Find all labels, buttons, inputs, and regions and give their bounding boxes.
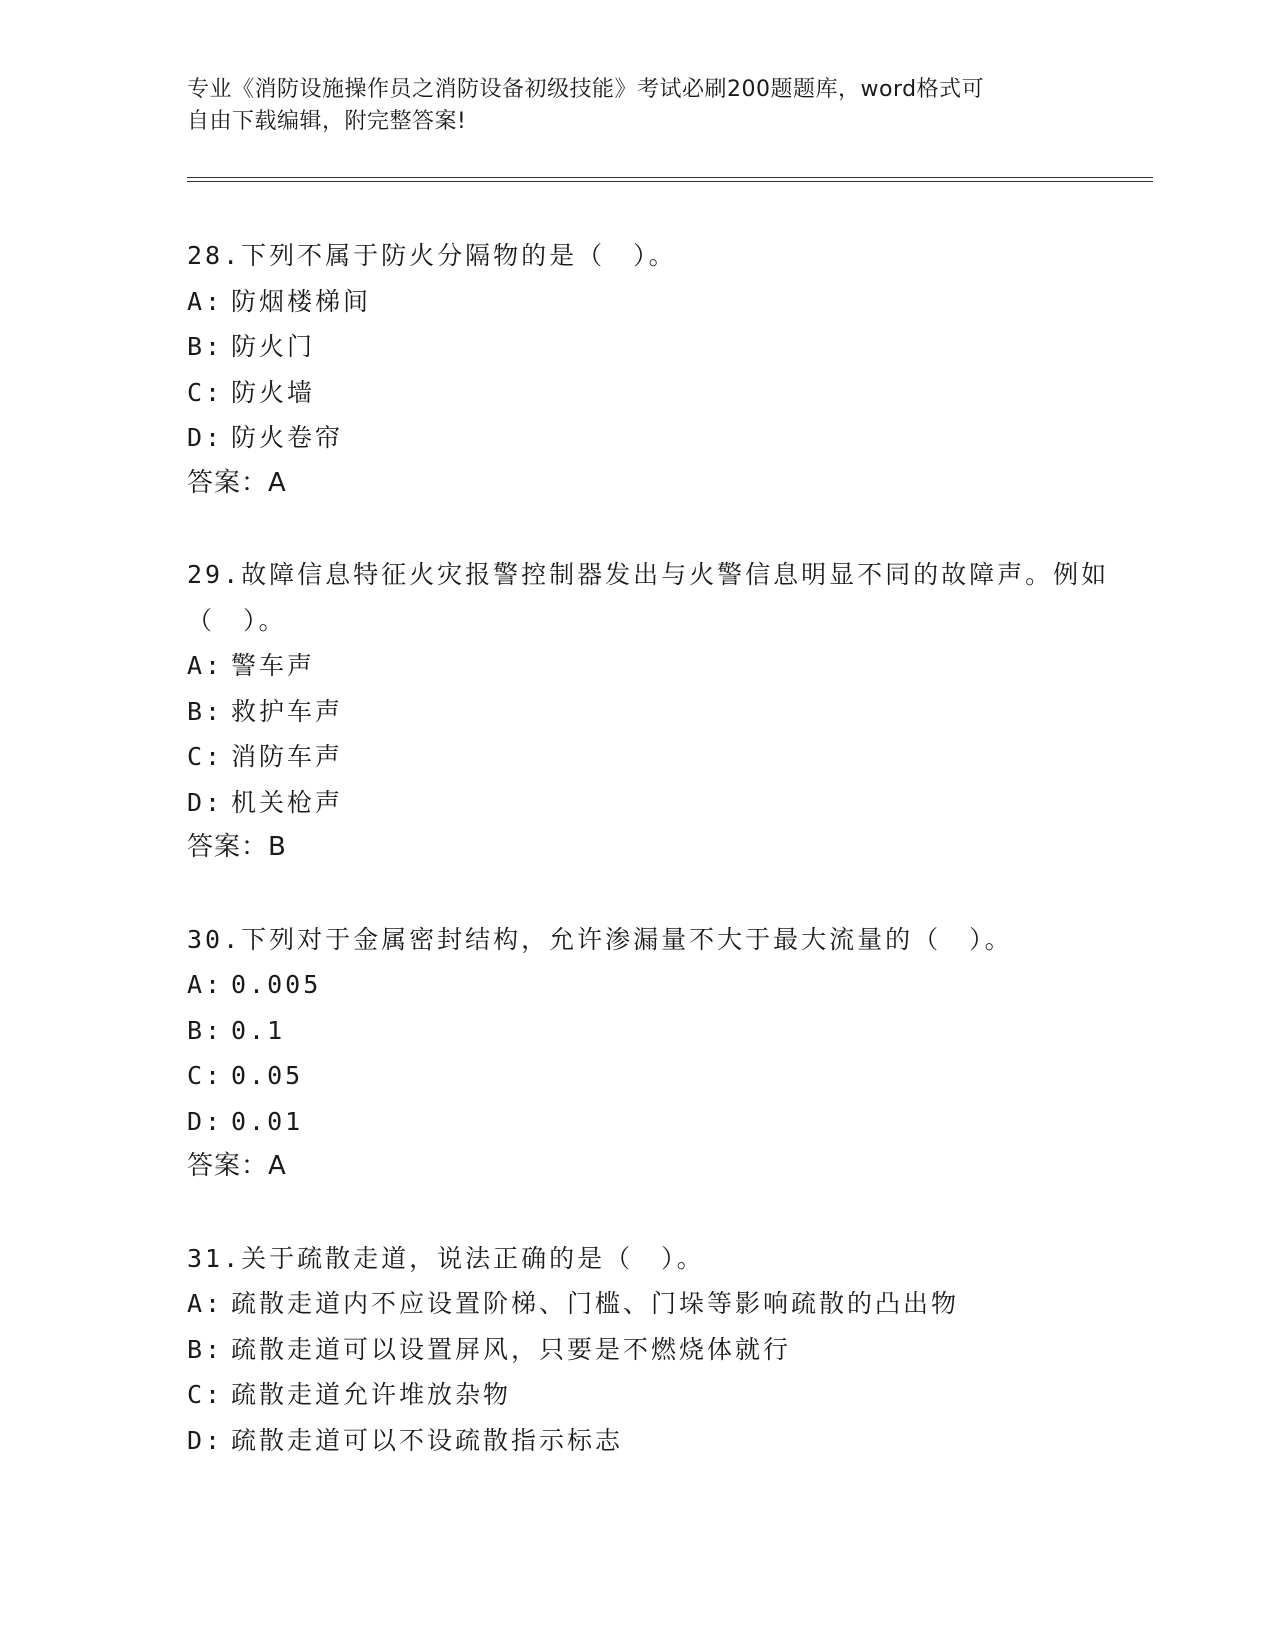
option-letter: C: xyxy=(187,1061,224,1090)
option-text: 防火卷帘 xyxy=(231,423,344,452)
option-letter: D: xyxy=(187,1425,224,1455)
question-stem: 下列不属于防火分隔物的是（ ）。 xyxy=(241,241,677,270)
question-stem: 下列对于金属密封结构，允许渗漏量不大于最大流量的（ ）。 xyxy=(241,924,1013,954)
option-letter: D: xyxy=(187,1106,224,1136)
option-letter: A: xyxy=(187,651,224,680)
option-letter: B: xyxy=(187,332,224,361)
option-d xyxy=(187,1099,1157,1145)
option-b xyxy=(187,689,1157,735)
option-text: 疏散走道可以不设疏散指示标志 xyxy=(231,1425,624,1455)
question-29 xyxy=(187,552,1157,871)
option-a xyxy=(187,962,1157,1008)
question-text xyxy=(187,233,1157,279)
header-line-2: 自由下载编辑，附完整答案! xyxy=(187,109,467,134)
header-divider-bottom xyxy=(187,181,1153,182)
option-text: 疏散走道内不应设置阶梯、门槛、门垛等影响疏散的凸出物 xyxy=(231,1289,960,1318)
question-28 xyxy=(187,233,1157,506)
option-b xyxy=(187,324,1157,370)
option-letter: D: xyxy=(187,423,224,452)
document-header xyxy=(187,74,1087,138)
option-text: 0.05 xyxy=(231,1061,304,1090)
option-letter: A: xyxy=(187,286,224,316)
option-a xyxy=(187,1281,1157,1327)
option-letter: B: xyxy=(187,1015,224,1045)
option-letter: A: xyxy=(187,970,224,999)
question-text xyxy=(187,1236,1157,1282)
question-stem: 关于疏散走道，说法正确的是（ ）。 xyxy=(241,1243,705,1273)
option-text: 救护车声 xyxy=(231,696,344,726)
answer-line: 答案：B xyxy=(187,832,287,862)
option-letter: A: xyxy=(187,1289,224,1318)
option-b xyxy=(187,1008,1157,1054)
option-letter: C: xyxy=(187,742,224,771)
question-list xyxy=(187,233,1157,1509)
option-c xyxy=(187,370,1157,416)
question-31 xyxy=(187,1236,1157,1464)
option-text: 消防车声 xyxy=(231,742,344,771)
option-letter: D: xyxy=(187,787,224,817)
answer-line: 答案：A xyxy=(187,467,287,498)
option-text: 0.005 xyxy=(231,970,322,999)
option-text: 防火墙 xyxy=(231,377,316,407)
question-number: 29. xyxy=(187,560,242,589)
option-d xyxy=(187,415,1157,461)
option-text: 防烟楼梯间 xyxy=(231,286,372,316)
option-text: 疏散走道允许堆放杂物 xyxy=(231,1380,512,1409)
question-30 xyxy=(187,917,1157,1190)
option-letter: B: xyxy=(187,696,224,726)
option-c xyxy=(187,734,1157,780)
option-letter: B: xyxy=(187,1334,224,1364)
option-d xyxy=(187,780,1157,826)
question-number: 28. xyxy=(187,241,242,270)
option-letter: C: xyxy=(187,1380,224,1409)
option-a xyxy=(187,279,1157,325)
question-number: 30. xyxy=(187,924,242,954)
option-text: 0.1 xyxy=(231,1015,286,1045)
option-c xyxy=(187,1372,1157,1418)
option-text: 0.01 xyxy=(231,1106,304,1136)
question-number: 31. xyxy=(187,1243,242,1273)
option-text: 机关枪声 xyxy=(231,787,344,817)
question-stem: 故障信息特征火灾报警控制器发出与火警信息明显不同的故障声。例如（ ）。 xyxy=(187,560,1110,635)
answer-line: 答案：A xyxy=(187,1151,287,1181)
option-d xyxy=(187,1418,1157,1464)
question-text xyxy=(187,917,1157,963)
option-a xyxy=(187,643,1157,689)
header-line-1: 专业《消防设施操作员之消防设备初级技能》考试必刷200题题库，word格式可 xyxy=(187,77,985,102)
question-text xyxy=(187,552,1157,643)
option-b xyxy=(187,1327,1157,1373)
option-letter: C: xyxy=(187,377,224,407)
option-c xyxy=(187,1053,1157,1099)
option-text: 疏散走道可以设置屏风，只要是不燃烧体就行 xyxy=(231,1334,792,1364)
option-text: 警车声 xyxy=(231,651,316,680)
option-text: 防火门 xyxy=(231,332,316,361)
header-divider-top xyxy=(187,177,1153,178)
